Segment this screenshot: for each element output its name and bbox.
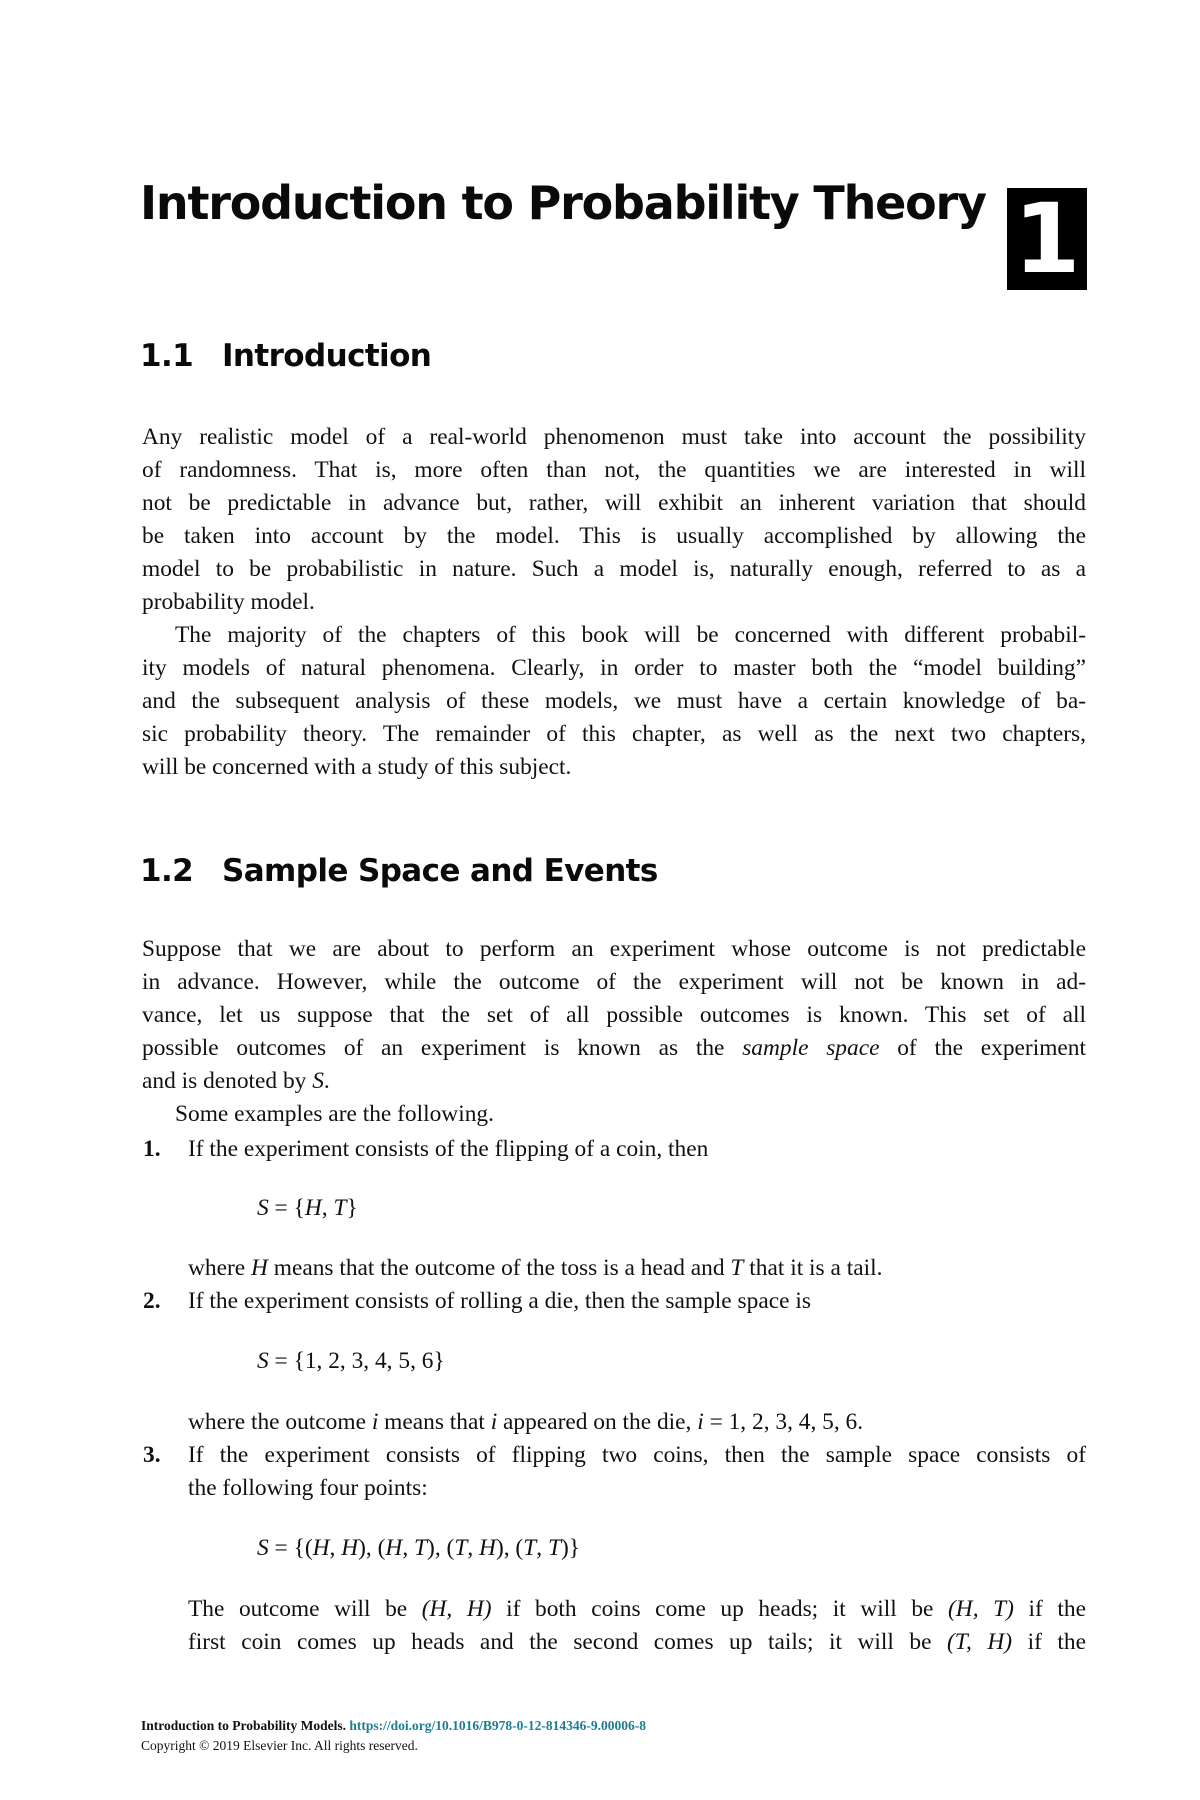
text-segment: where: [188, 1255, 251, 1281]
equation: S = {1, 2, 3, 4, 5, 6}: [257, 1348, 445, 1374]
text-line: [188, 1406, 1086, 1439]
list-number: 2.: [143, 1288, 161, 1314]
list-item-note: [188, 1593, 1086, 1659]
text-segment: Some examples are the following.: [175, 1101, 494, 1127]
section-heading-1-1: [140, 338, 431, 374]
text-segment: The outcome will be: [188, 1596, 422, 1622]
doi-link[interactable]: https://doi.org/10.1016/B978-0-12-814346-9.00006-8: [349, 1718, 647, 1733]
list-item-text: [188, 1439, 1086, 1505]
text-line: Any realistic model of a real-world phenomenon must take into account the possibility: [142, 424, 1086, 450]
paragraph-intro-2: [142, 619, 1086, 784]
text-line: be taken into account by the model. This is usually accomplished by allowing the: [142, 523, 1086, 549]
list-item-note: [188, 1406, 1086, 1439]
chapter-title: Introduction to Probability Theory: [140, 176, 986, 230]
text-segment: The majority of the chapters of this book will be concerned with different probabil-: [175, 622, 1086, 648]
text-segment: means that: [378, 1409, 491, 1435]
text-segment: of the experiment: [879, 1035, 1086, 1061]
text-line: If the experiment consists of the flipping of a coin, then: [188, 1136, 709, 1162]
text-segment: first coin comes up heads and the second comes up tails; it will be: [188, 1629, 947, 1655]
chapter-number-badge: 1: [1007, 188, 1087, 290]
text-line: [142, 619, 1086, 652]
text-line: Suppose that we are about to perform an experiment whose outcome is not predictable: [142, 936, 1086, 962]
section-number: 1.1: [140, 338, 194, 374]
text-segment: means that the outcome of the toss is a head and: [267, 1255, 731, 1281]
math-variable: S: [312, 1068, 324, 1094]
section-heading-1-2: [140, 853, 658, 889]
text-line: in advance. However, while the outcome of the experiment will not be known in ad-: [142, 969, 1086, 995]
math-variable: T: [730, 1255, 744, 1281]
text-segment: if both coins come up heads; it will be: [491, 1596, 949, 1622]
math-pair: (H, T): [948, 1596, 1014, 1622]
text-line: the following four points:: [188, 1475, 428, 1501]
list-number: 1.: [143, 1136, 161, 1162]
text-segment: that it is a tail.: [743, 1255, 883, 1281]
text-segment: if the: [1012, 1629, 1086, 1655]
equation: S = {H, T}: [257, 1195, 358, 1221]
math-variable: i: [490, 1409, 498, 1435]
text-line: [188, 1252, 1086, 1285]
list-item-note: [188, 1252, 1086, 1285]
text-line: vance, let us suppose that the set of all possible outcomes is known. This set of all: [142, 1002, 1086, 1028]
text-segment: where the outcome: [188, 1409, 372, 1435]
text-line: [142, 1032, 1086, 1065]
math-variable: i: [371, 1409, 379, 1435]
text-line: [142, 1065, 1086, 1098]
text-line: [188, 1593, 1086, 1626]
section-title: Introduction: [222, 338, 432, 374]
footer-citation: [141, 1716, 646, 1736]
list-number: 3.: [143, 1442, 161, 1468]
math-variable: H: [251, 1255, 268, 1281]
paragraph-sample-space: [142, 933, 1086, 1131]
math-variable: i: [697, 1409, 704, 1435]
term-sample-space: sample space: [742, 1035, 880, 1061]
list-item-text: [188, 1285, 1086, 1318]
section-title: Sample Space and Events: [222, 853, 658, 889]
text-segment: possible outcomes of an experiment is known as the: [142, 1035, 743, 1061]
text-line: ity models of natural phenomena. Clearly, in order to master both the “model building”: [142, 655, 1086, 681]
text-line: [142, 1098, 1086, 1131]
text-line: If the experiment consists of flipping two coins, then the sample space consists of: [188, 1442, 1086, 1468]
list-item-text: [188, 1133, 1086, 1166]
equation: S = {(H, H), (H, T), (T, H), (T, T)}: [257, 1535, 580, 1561]
text-line: model to be probabilistic in nature. Such a model is, naturally enough, referred to as a: [142, 556, 1086, 582]
math-pair: (T, H): [946, 1629, 1013, 1655]
footer-copyright: Copyright © 2019 Elsevier Inc. All rights reserved.: [141, 1738, 418, 1753]
text-line: [188, 1626, 1086, 1659]
section-number: 1.2: [140, 853, 194, 889]
text-segment: and is denoted by: [142, 1068, 313, 1094]
text-line: probability model.: [142, 589, 315, 615]
text-line: of randomness. That is, more often than not, the quantities we are interested in will: [142, 457, 1086, 483]
math-pair: (H, H): [421, 1596, 492, 1622]
text-line: will be concerned with a study of this subject.: [142, 754, 572, 780]
text-segment: = 1, 2, 3, 4, 5, 6.: [703, 1409, 864, 1435]
text-line: If the experiment consists of rolling a die, then the sample space is: [188, 1288, 811, 1314]
text-segment: .: [323, 1068, 330, 1094]
text-line: and the subsequent analysis of these models, we must have a certain knowledge of ba-: [142, 688, 1086, 714]
text-segment: if the: [1013, 1596, 1086, 1622]
paragraph-intro-1: [142, 421, 1086, 619]
text-line: not be predictable in advance but, rather, will exhibit an inherent variation that should: [142, 490, 1086, 516]
footer-book-title: Introduction to Probability Models.: [141, 1718, 347, 1733]
text-segment: appeared on the die,: [497, 1409, 698, 1435]
text-line: sic probability theory. The remainder of this chapter, as well as the next two chapters,: [142, 721, 1086, 747]
